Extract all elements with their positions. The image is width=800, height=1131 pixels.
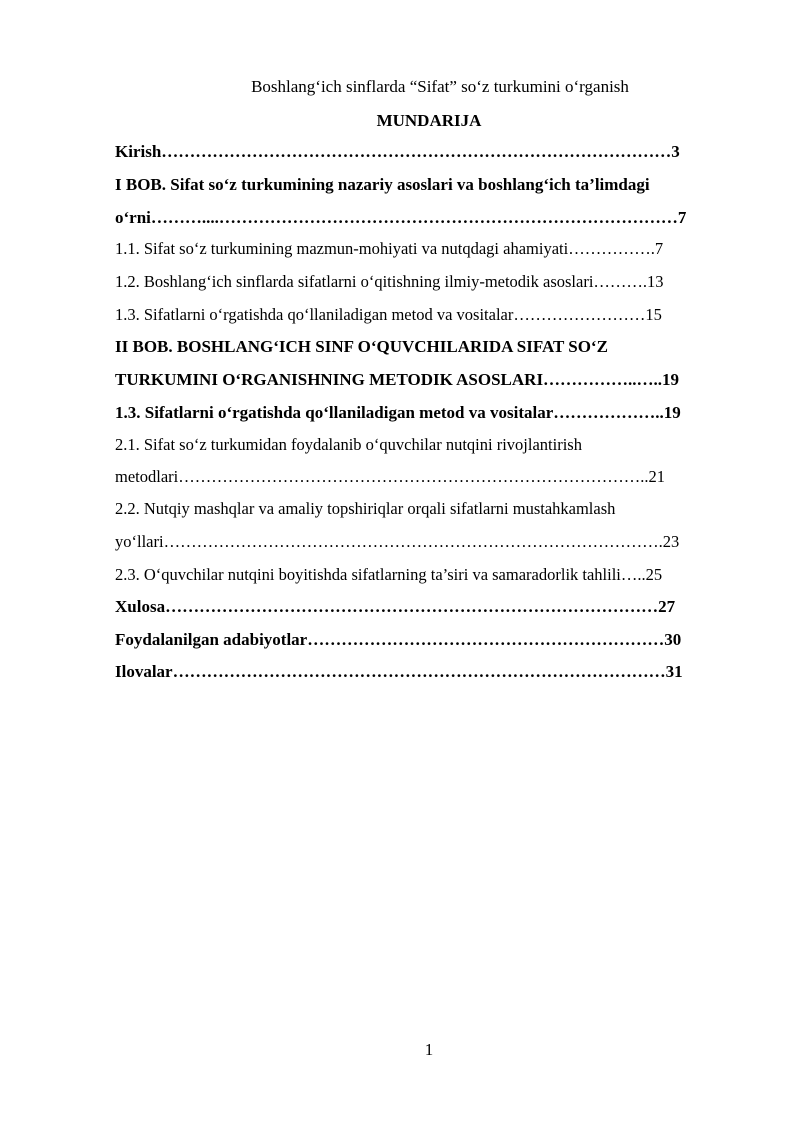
toc-entry: Kirish………………………………………………………………………………3 xyxy=(115,142,680,161)
page-number: 1 xyxy=(424,1040,434,1059)
toc-entry: 2.1. Sifat so‘z turkumidan foydalanib o‘quvchilar nutqini rivojlantirish xyxy=(115,435,582,454)
toc-entry: 2.2. Nutqiy mashqlar va amaliy topshiriqlar orqali sifatlarni mustahkamlash xyxy=(115,499,616,518)
toc-entry: metodlari…………………………………………………………………………..21 xyxy=(115,467,665,486)
toc-entry: 1.2. Boshlang‘ich sinflarda sifatlarni o‘qitishning ilmiy-metodik asoslari……….13 xyxy=(115,272,664,291)
toc-heading: MUNDARIJA xyxy=(376,111,482,130)
toc-entry: II BOB. BOSHLANG‘ICH SINF O‘QUVCHILARIDA SIFAT SO‘Z xyxy=(115,337,608,356)
toc-entry: 1.1. Sifat so‘z turkumining mazmun-mohiyati va nutqdagi ahamiyati…………….7 xyxy=(115,239,664,258)
toc-entry: TURKUMINI O‘RGANISHNING METODIK ASOSLARI……………..…..19 xyxy=(115,370,680,389)
toc-entry: yo‘llari……………………………………………………………………………….23 xyxy=(115,532,680,551)
toc-entry: Xulosa……………………………………………………………………………27 xyxy=(115,597,676,616)
toc-entry: Foydalanilgan adabiyotlar………………………………………………………30 xyxy=(115,630,682,649)
toc-entry: Ilovalar……………………………………………………………………………31 xyxy=(115,662,683,681)
toc-entry: 1.3. Sifatlarni o‘rgatishda qo‘llaniladigan metod va vositalar……………………15 xyxy=(115,305,662,324)
toc-entry: 1.3. Sifatlarni o‘rgatishda qo‘llaniladigan metod va vositalar………………..19 xyxy=(115,403,681,422)
toc-entry: I BOB. Sifat so‘z turkumining nazariy asoslari va boshlang‘ich ta’limdagi xyxy=(115,175,650,194)
toc-entry: 2.3. O‘quvchilar nutqini boyitishda sifatlarning ta’siri va samaradorlik tahlili…..25 xyxy=(115,565,663,584)
toc-entry: o‘rni………....………………………………………………………………………7 xyxy=(115,208,687,227)
document-title: Boshlang‘ich sinflarda “Sifat” so‘z turkumini o‘rganish xyxy=(251,77,629,96)
